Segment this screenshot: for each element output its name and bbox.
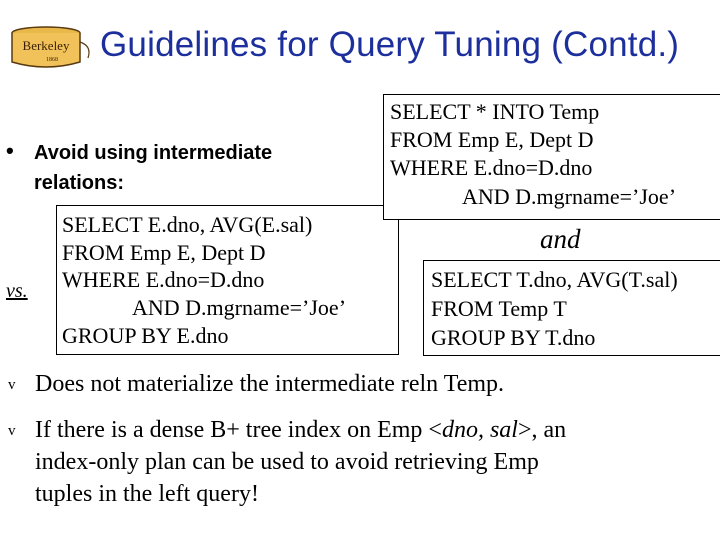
vs-label: vs. — [6, 280, 28, 302]
page-title: Guidelines for Query Tuning (Contd.) — [100, 25, 680, 64]
and-label: and — [540, 224, 581, 254]
logo-text-berkeley: Berkeley — [22, 38, 70, 53]
logo-text-year: 1868 — [46, 57, 58, 63]
right-top-query-line: WHERE E.dno=D.dno — [390, 155, 593, 180]
right-bottom-query-line: FROM Temp T — [431, 296, 567, 321]
left-query-box — [56, 205, 399, 355]
bottom-bullet-2-pre: If there is a dense B+ tree index on Emp < — [35, 417, 442, 443]
right-query-box-bottom — [423, 260, 720, 356]
left-query-line: AND D.mgrname=’Joe’ — [132, 295, 347, 320]
left-query-line: FROM Emp E, Dept D — [62, 240, 266, 265]
v-bullet-marker: v — [8, 423, 16, 439]
bottom-bullet-2-line3: tuples in the left query! — [35, 481, 259, 507]
left-query-line: WHERE E.dno=D.dno — [62, 267, 265, 292]
bullet-text-line2: relations: — [34, 172, 125, 194]
right-top-query-line: SELECT * INTO Temp — [390, 99, 600, 124]
right-top-query-line: AND D.mgrname=’Joe’ — [462, 184, 677, 209]
bottom-bullet-2-post: >, an — [517, 417, 567, 443]
bullet-text-line1: Avoid using intermediate — [34, 142, 273, 164]
right-top-query-line: FROM Emp E, Dept D — [390, 127, 594, 152]
bottom-bullet-1: Does not materialize the intermediate reln Temp. — [35, 371, 505, 397]
right-bottom-query-line: GROUP BY T.dno — [431, 325, 596, 350]
v-bullet-marker: v — [8, 377, 16, 393]
berkeley-logo — [6, 24, 92, 72]
bottom-bullet-2-emphasis: dno, sal — [441, 417, 518, 443]
bottom-bullet-2-line2: index-only plan can be used to avoid retrieving Emp — [35, 449, 539, 475]
right-bottom-query-line: SELECT T.dno, AVG(T.sal) — [431, 267, 678, 292]
bullet-marker: • — [6, 138, 14, 163]
left-query-line: GROUP BY E.dno — [62, 323, 229, 348]
right-query-box-top — [383, 94, 720, 220]
bottom-bullet-2 — [35, 414, 566, 446]
left-query-line: SELECT E.dno, AVG(E.sal) — [62, 212, 313, 237]
bullet-text — [34, 138, 364, 198]
